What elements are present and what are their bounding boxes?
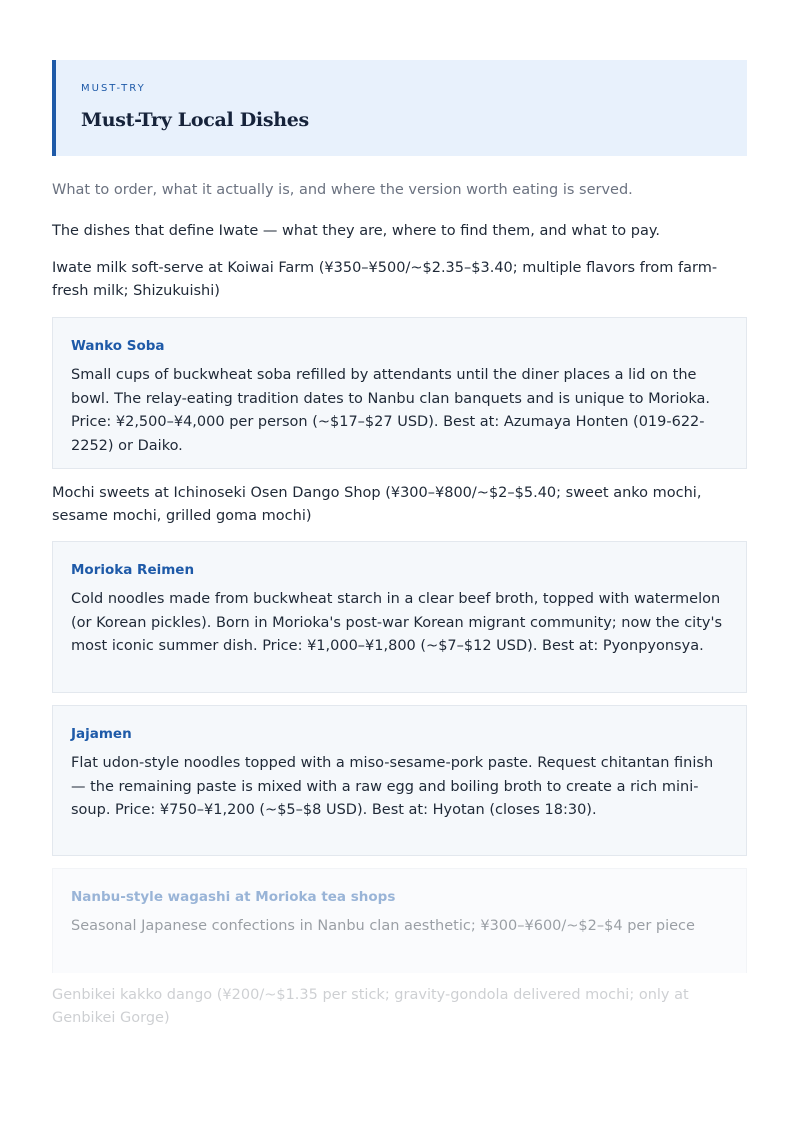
dish-card-morioka-reimen: [52, 541, 747, 693]
dish-description: Cold noodles made from buckwheat starch in a clear beef broth, topped with watermelon (or Korean pickles). Born in Morioka's post-war Korean migrant community; now the city's most iconic summer dish. Price: ¥1,000–¥1,800 (~$7–$12 USD). Best at: Pyonpyonsya.: [71, 591, 723, 654]
dish-card-jajamen: [52, 705, 747, 856]
intro-paragraph: The dishes that define Iwate — what they are, where to find them, and what to pay.: [52, 223, 660, 239]
section-title: Must-Try Local Dishes: [81, 109, 309, 131]
dish-card-nanbu-wagashi: [52, 868, 747, 973]
dish-title: Wanko Soba: [71, 338, 165, 354]
dish-description: Seasonal Japanese confections in Nanbu clan aesthetic; ¥300–¥600/~$2–$4 per piece: [71, 918, 695, 934]
page-content: [52, 60, 747, 1030]
dish-title: Jajamen: [71, 726, 132, 742]
section-eyebrow: MUST-TRY: [81, 83, 146, 94]
dish-title: Morioka Reimen: [71, 562, 195, 578]
dish-description: Flat udon-style noodles topped with a miso-sesame-pork paste. Request chitantan finish — the remaining paste is mixed with a raw egg and boiling broth to create a rich mini-soup. Price: ¥750–¥1,200 (~$5–$8 USD). Best at: Hyotan (closes 18:30).: [71, 755, 714, 818]
mochi-note: Mochi sweets at Ichinoseki Osen Dango Shop (¥300–¥800/~$2–$5.40; sweet anko mochi, sesame mochi, grilled goma mochi): [52, 485, 702, 524]
soft-serve-note: Iwate milk soft-serve at Koiwai Farm (¥350–¥500/~$2.35–$3.40; multiple flavors from farm-fresh milk; Shizukuishi): [52, 260, 718, 299]
dish-title: Nanbu-style wagashi at Morioka tea shops: [71, 889, 396, 905]
dish-card-wanko-soba: [52, 317, 747, 469]
section-subtitle: What to order, what it actually is, and where the version worth eating is served.: [52, 182, 633, 198]
section-header: [52, 60, 747, 156]
dish-description: Small cups of buckwheat soba refilled by attendants until the diner places a lid on the bowl. The relay-eating tradition dates to Nanbu clan banquets and is unique to Morioka. Price: ¥2,500–¥4,000 per person (~$17–$27 USD). Best at: Azumaya Honten (019-622-2252) or Daiko.: [71, 367, 711, 454]
kakko-dango-note: Genbikei kakko dango (¥200/~$1.35 per stick; gravity-gondola delivered mochi; only at Genbikei Gorge): [52, 987, 689, 1026]
